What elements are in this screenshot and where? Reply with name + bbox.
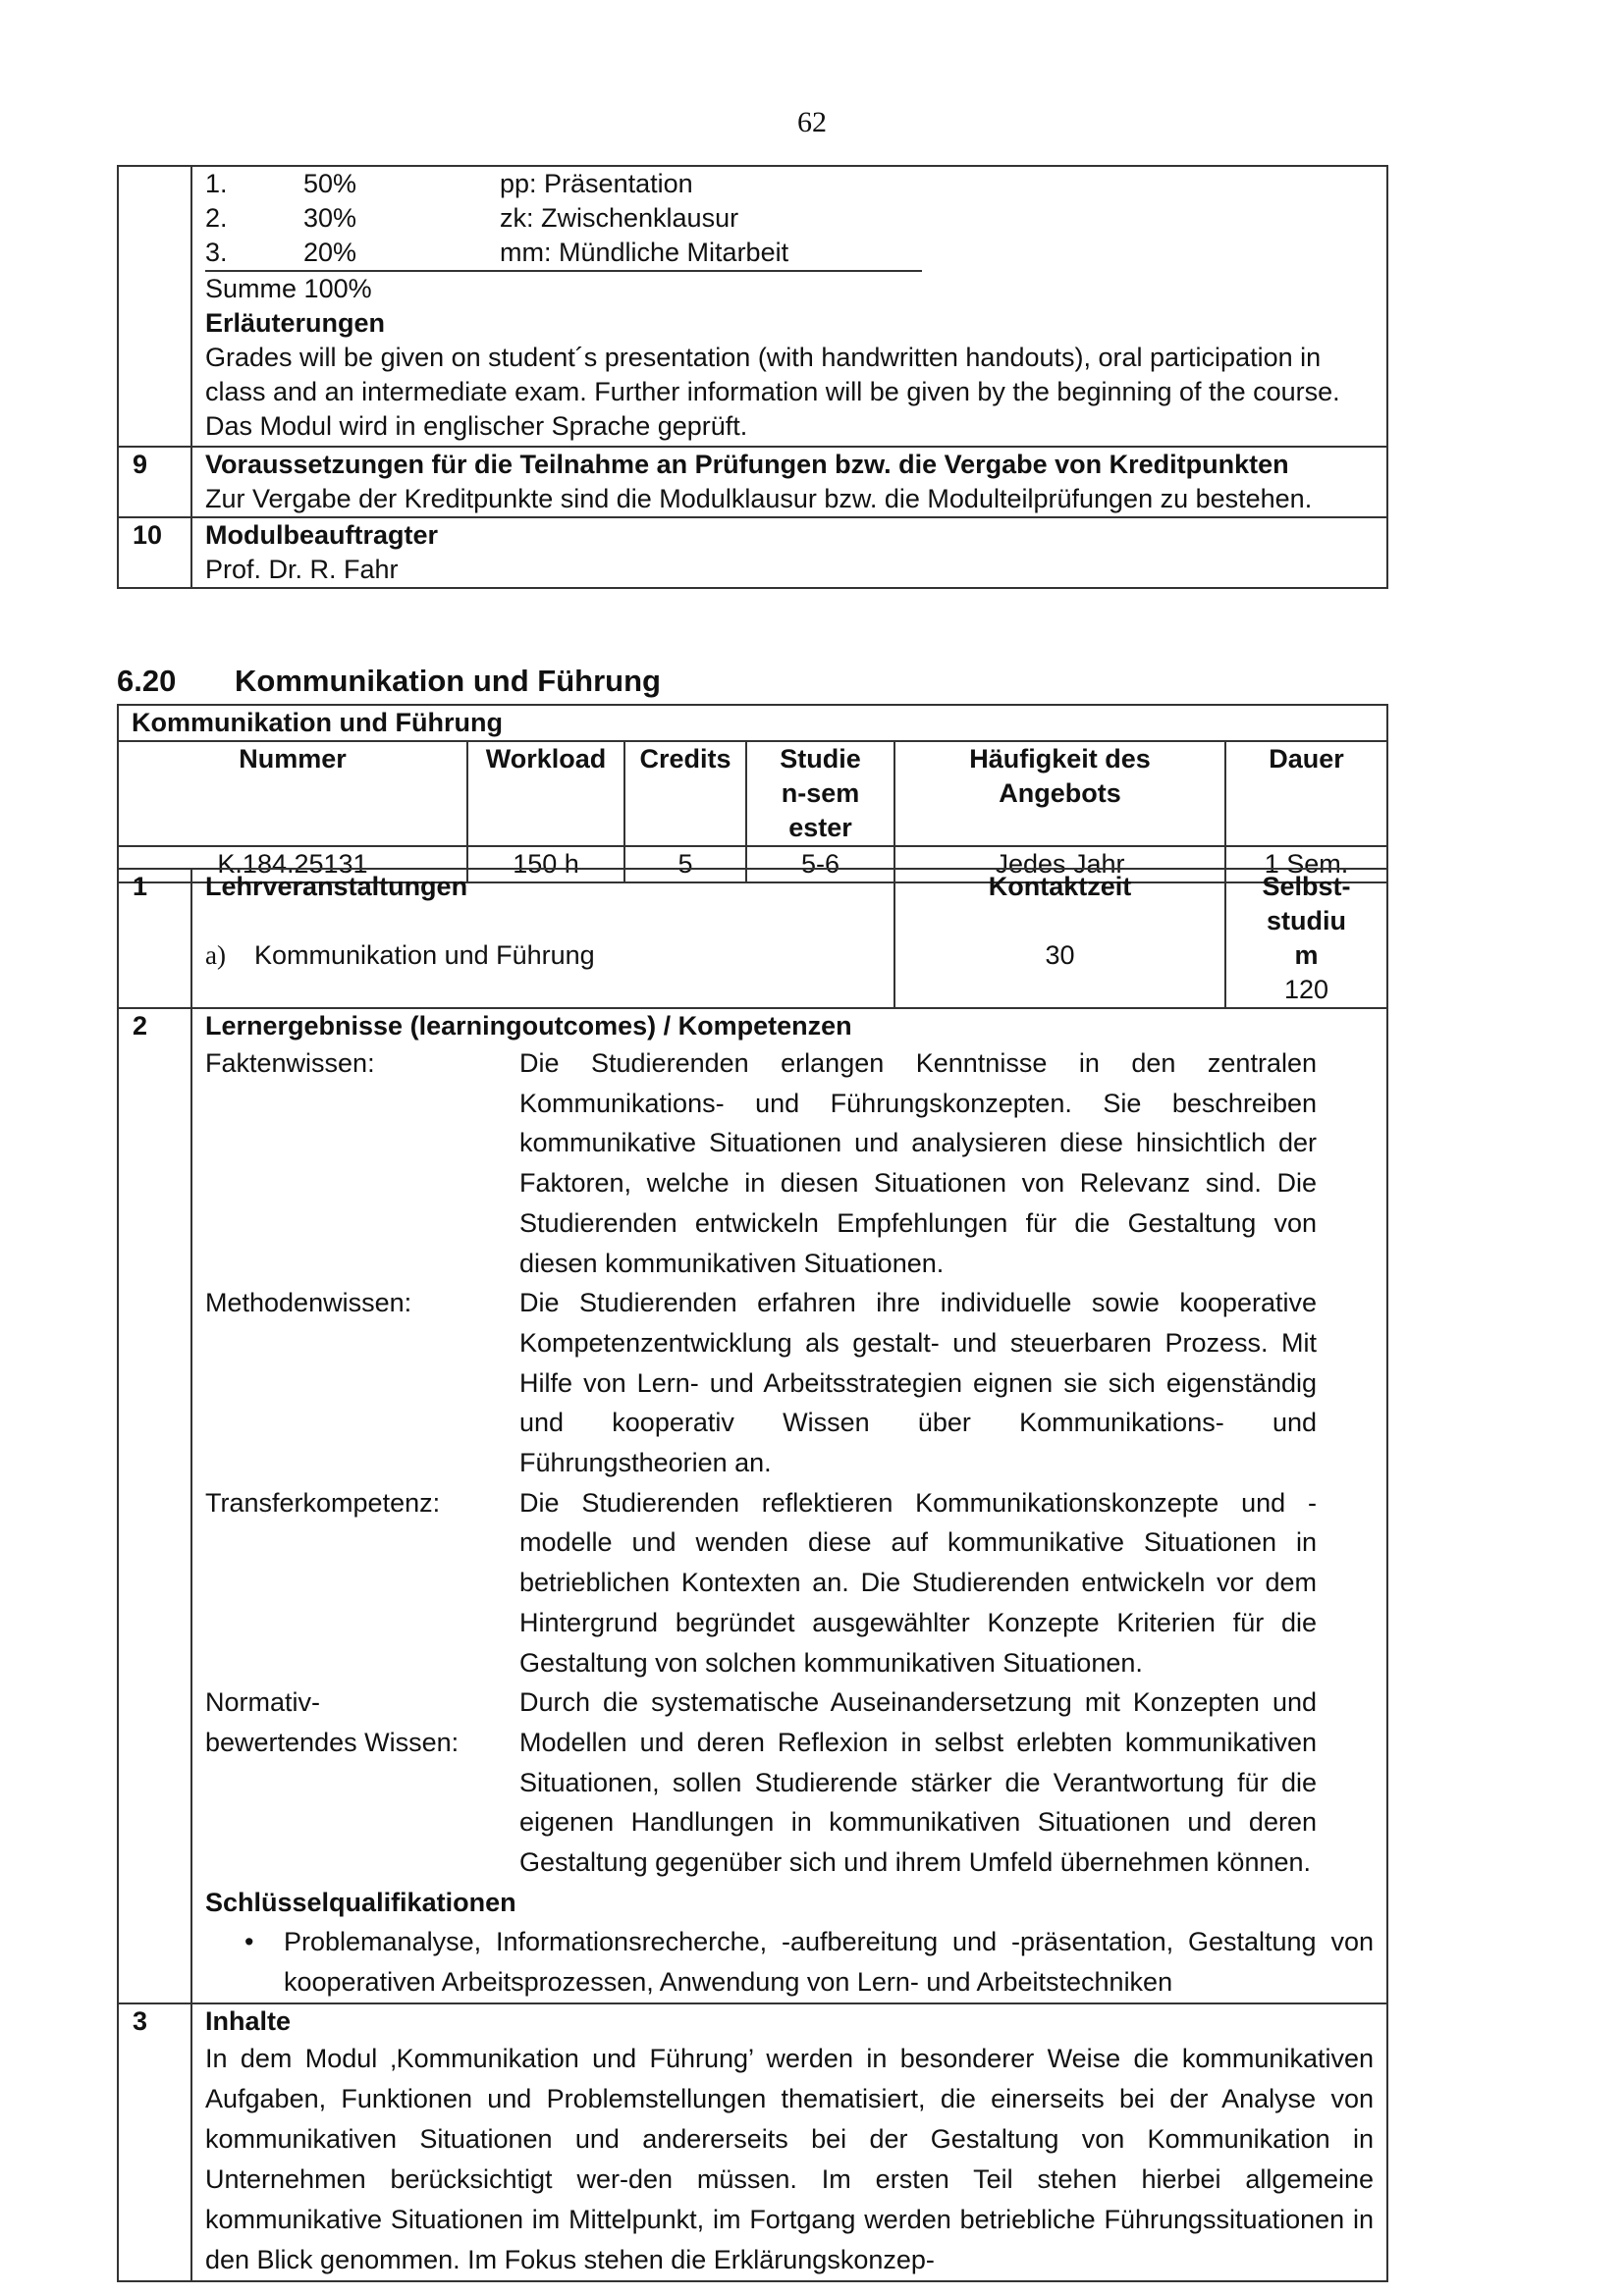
- competence-text: Die Studierenden erfahren ihre individuelle sowie kooperative Kompetenzentwicklung als gestalt- und steuerbaren Prozess. Mit Hilfe von Lern- und Arbeitsstrategien eignen sie sich eigenständig und kooperativ Wissen über Kommunikations- und Führungstheorien an.: [519, 1288, 1317, 1478]
- header-credits: Credits: [624, 741, 746, 846]
- competence-text: Die Studierenden erlangen Kenntnisse in den zentralen Kommunikations- und Führungskonzepten. Sie beschreiben kommunikative Situationen und analysieren diese hinsichtlich der Faktoren, welche in diesen Situationen von Relevanz sind. Die Studierenden entwickeln Empfehlungen für die Gestaltung von diesen kommunikativen Situationen.: [519, 1048, 1317, 1278]
- exam-table-continued: [117, 165, 1388, 589]
- page-number: 62: [797, 106, 827, 138]
- kontakt-label: Kontaktzeit: [988, 872, 1132, 901]
- grading-percent: 20%: [303, 238, 357, 267]
- course-name: Kommunikation und Führung: [254, 940, 595, 970]
- grading-sum: [205, 272, 1374, 306]
- header-dauer: Dauer: [1225, 741, 1387, 846]
- selbst-label: Selbst-studium: [1262, 872, 1351, 970]
- course-item: [205, 938, 881, 973]
- grading-index: 2.: [205, 203, 228, 233]
- explain-heading: Erläuterungen: [205, 308, 386, 338]
- competence-item: [205, 1483, 1374, 1683]
- header-semester-text: Studien-semester: [780, 744, 861, 842]
- module-name: Kommunikation und Führung: [118, 705, 1387, 741]
- competence-item: [205, 1043, 1374, 1283]
- r3-cell: [191, 2003, 1387, 2281]
- course-letter: a): [205, 940, 226, 970]
- bullet-icon: •: [244, 1927, 254, 1957]
- grading-row: [205, 236, 922, 270]
- grading-index: 1.: [205, 169, 228, 198]
- explain-text: Grades will be given on student´s presentation (with handwritten handouts), oral participation in class and an intermediate exam. Further information will be given by the beginning of the course.: [205, 343, 1340, 406]
- module-body-table: [117, 868, 1388, 2282]
- grading-row: [205, 167, 922, 201]
- competence-label: Faktenwissen:: [205, 1048, 375, 1078]
- header-nummer: Nummer: [118, 741, 467, 846]
- row9-heading: Voraussetzungen für die Teilnahme an Prüfungen bzw. die Vergabe von Kreditpunkten: [205, 450, 1289, 479]
- r1-selbst-cell: [1225, 869, 1387, 1008]
- row9-cell: [191, 447, 1387, 517]
- grading-percent: 30%: [303, 203, 357, 233]
- grading-row: [205, 201, 922, 236]
- row10-text: Prof. Dr. R. Fahr: [205, 555, 399, 584]
- value-credits: 5: [624, 846, 746, 882]
- grading-desc: zk: Zwischenklausur: [500, 203, 739, 233]
- sum-label: Summe: [205, 274, 298, 303]
- competence-text: Durch die systematische Auseinandersetzung mit Konzepten und Modellen und deren Reflexion in selbst erlebten kommunikativen Situationen, sollen Studierende stärker die Verantwortung für die eigenen Handlungen in kommunikativen Situationen und deren Gestaltung gegenüber sich und ihrem Umfeld übernehmen können.: [519, 1687, 1317, 1878]
- competence-item: [205, 1682, 1374, 1883]
- key-qualifications-heading: Schlüsselqualifikationen: [205, 1887, 516, 1917]
- section-name: Kommunikation und Führung: [235, 664, 661, 698]
- row9-text: Zur Vergabe der Kreditpunkte sind die Modulklausur bzw. die Modulteilprüfungen zu bestehen.: [205, 484, 1313, 513]
- r2-cell: [191, 1008, 1387, 2003]
- r2-heading: Lernergebnisse (learningoutcomes) / Kompetenzen: [205, 1011, 852, 1041]
- sum-value: 100%: [303, 274, 372, 303]
- competence-item: [205, 1283, 1374, 1483]
- header-semester: [746, 741, 894, 846]
- competence-label: Methodenwissen:: [205, 1288, 412, 1318]
- competence-label: Normativ-bewertendes Wissen:: [205, 1687, 460, 1757]
- competence-label: Transferkompetenz:: [205, 1487, 441, 1518]
- value-haeufigkeit: Jedes Jahr: [894, 846, 1225, 882]
- grading-desc: pp: Präsentation: [500, 169, 693, 198]
- r3-text: In dem Modul ‚Kommunikation und Führung’ werden in besonderer Weise die kommunikativen Aufgaben, Funktionen und Problemstellungen thematisiert, die einerseits bei der Analyse von kommunikativen Situationen und andererseits bei der Gestaltung von Kommunikation in Unternehmen berücksichtigt wer-den müssen. Im ersten Teil stehen hierbei allgemeine kommunikative Situationen im Mittelpunkt, im Fortgang werden betriebliche Führungssituationen in den Blick genommen. Im Fokus stehen die Erklärungskonzep-: [205, 2043, 1374, 2274]
- r3-heading: Inhalte: [205, 2005, 292, 2036]
- header-haeufigkeit: Häufigkeit des Angebots: [894, 741, 1225, 846]
- value-dauer: 1 Sem.: [1225, 846, 1387, 882]
- key-qualifications-list: [205, 1922, 1374, 2002]
- grading-percent: 50%: [303, 169, 357, 198]
- r3-number: 3: [118, 2003, 191, 2281]
- row10-heading: Modulbeauftragter: [205, 520, 439, 550]
- grading-list: [205, 167, 922, 272]
- key-qualifications-text: Problemanalyse, Informationsrecherche, -aufbereitung und -präsentation, Gestaltung von kooperativen Arbeitsprozessen, Anwendung von Lern- und Arbeitstechniken: [284, 1927, 1374, 1998]
- row10-cell: [191, 517, 1387, 588]
- grading-cell: [191, 166, 1387, 447]
- kontakt-value: 30: [1045, 940, 1075, 970]
- value-semester: 5-6: [746, 846, 894, 882]
- section-title: [117, 664, 661, 699]
- module-header-table: [117, 704, 1388, 883]
- grading-index: 3.: [205, 238, 228, 267]
- grading-desc: mm: Mündliche Mitarbeit: [500, 238, 789, 267]
- value-workload: 150 h: [467, 846, 624, 882]
- row8-number-cell: [118, 166, 191, 447]
- value-nummer: K.184.25131: [118, 846, 467, 882]
- r1-heading: Lehrveranstaltungen: [205, 872, 468, 901]
- header-workload: Workload: [467, 741, 624, 846]
- r1-cell: [191, 869, 894, 1008]
- selbst-value: 120: [1283, 975, 1329, 1004]
- r1-number: 1: [118, 869, 191, 1008]
- explain-language: Das Modul wird in englischer Sprache geprüft.: [205, 411, 748, 441]
- row9-number: 9: [118, 447, 191, 517]
- section-number: 6.20: [117, 664, 177, 698]
- row10-number: 10: [118, 517, 191, 588]
- r2-number: 2: [118, 1008, 191, 2003]
- competence-text: Die Studierenden reflektieren Kommunikationskonzepte und -modelle und wenden diese auf kommunikative Situationen in betrieblichen Kontexten an. Die Studierenden entwickeln vor dem Hintergrund begründet ausgewählter Konzepte Kriterien für die Gestaltung von solchen kommunikativen Situationen.: [519, 1487, 1317, 1678]
- r1-kontakt-cell: [894, 869, 1225, 1008]
